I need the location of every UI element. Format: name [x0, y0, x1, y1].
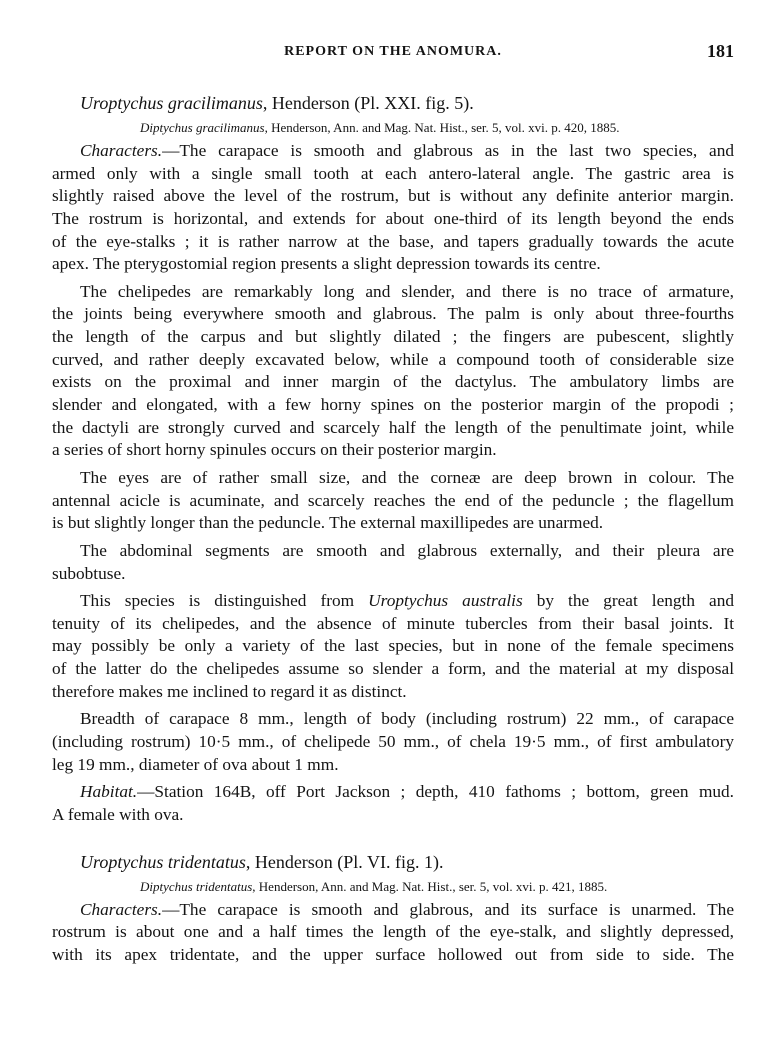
text-line: [52, 921, 734, 944]
text-line: [52, 754, 734, 777]
text-segment: This species is distinguished from: [80, 591, 369, 611]
text-segment: , Henderson (Pl. XXI. fig. 5).: [262, 93, 474, 113]
text-segment: The eyes are of rather small size, and the corneæ are deep brown in colour. The: [80, 467, 734, 487]
text-line: [52, 944, 734, 967]
text-segment: exists on the proximal and inner margin of the dactylus. The ambulatory limbs are: [52, 372, 734, 392]
italic-text: Diptychus gracilimanus: [140, 120, 265, 135]
paragraph: [52, 467, 734, 535]
text-line: [52, 731, 734, 754]
synonym-citation: [52, 875, 734, 899]
italic-text: Uroptychus gracilimanus: [80, 93, 263, 113]
text-line: [52, 394, 734, 417]
text-segment: Breadth of carapace 8 mm., length of body (including rostrum) 22 mm., of carapace: [80, 709, 734, 729]
text-segment: (including rostrum) 10·5 mm., of chelipede 50 mm., of chela 19·5 mm., of first ambulatory: [52, 732, 734, 752]
text-line: [52, 140, 734, 163]
text-line: [52, 90, 734, 116]
italic-text: Habitat.: [80, 782, 138, 802]
text-segment: subobtuse.: [52, 563, 126, 583]
paragraph: [52, 590, 734, 703]
text-line: [52, 253, 734, 276]
text-line: [52, 208, 734, 231]
text-line: [52, 326, 734, 349]
text-segment: by the great length and: [522, 591, 734, 611]
text-segment: the length of the carpus and but slightly dilated ; the fingers are pubescent, slightly: [52, 327, 734, 347]
text-line: [52, 875, 734, 899]
paragraph: [52, 708, 734, 776]
paragraph: [52, 781, 734, 826]
text-line: [52, 590, 734, 613]
text-line: [52, 417, 734, 440]
text-segment: slender and elongated, with a few horny spines on the posterior margin of the propodi ;: [52, 395, 734, 415]
text-line: [52, 540, 734, 563]
page-body: [52, 90, 734, 967]
text-line: [52, 371, 734, 394]
text-line: [52, 467, 734, 490]
text-segment: therefore makes me inclined to regard it as distinct.: [52, 681, 407, 701]
synonym-citation: [52, 116, 734, 140]
species-heading: [52, 849, 734, 875]
text-line: [52, 658, 734, 681]
text-line: [52, 512, 734, 535]
text-line: [52, 708, 734, 731]
italic-text: Characters.: [80, 141, 163, 160]
text-segment: tenuity of its chelipedes, and the absence of minute tubercles from their basal joints. It: [52, 613, 734, 633]
text-line: [52, 899, 734, 922]
page-header: [52, 41, 734, 68]
text-segment: is but slightly longer than the peduncle. The external maxillipedes are unarmed.: [52, 513, 604, 533]
text-segment: —The carapace is smooth and glabrous as in the last two species, and: [162, 141, 734, 160]
text-segment: —The carapace is smooth and glabrous, and its surface is unarmed. The: [162, 899, 734, 919]
italic-text: Characters.: [80, 899, 163, 919]
text-line: [52, 163, 734, 186]
text-line: [52, 781, 734, 804]
paragraph: [52, 281, 734, 462]
text-segment: , Henderson, Ann. and Mag. Nat. Hist., ser. 5, vol. xvi. p. 421, 1885.: [252, 878, 608, 894]
paragraph: [52, 140, 734, 276]
text-segment: The chelipedes are remarkably long and slender, and there is no trace of armature,: [80, 281, 734, 301]
text-segment: of the eye-stalks ; it is rather narrow at the base, and tapers gradually towards the acute: [52, 231, 734, 251]
text-segment: A female with ova.: [52, 804, 184, 824]
text-line: [52, 681, 734, 704]
text-segment: rostrum is about one and a half times the length of the eye-stalk, and slightly depressed,: [52, 922, 734, 942]
text-segment: curved, and rather deeply excavated below, while a compound tooth of considerable size: [52, 349, 734, 369]
text-line: [52, 563, 734, 586]
text-line: [52, 439, 734, 462]
text-segment: —Station 164B, off Port Jackson ; depth, 410 fathoms ; bottom, green mud.: [137, 782, 734, 802]
italic-text: Uroptychus australis: [368, 591, 523, 611]
text-line: [52, 635, 734, 658]
text-line: [52, 231, 734, 254]
text-segment: , Henderson (Pl. VI. fig. 1).: [245, 851, 444, 872]
text-segment: apex. The pterygostomial region presents a slight depression towards its centre.: [52, 254, 601, 274]
text-line: [52, 490, 734, 513]
text-line: [52, 613, 734, 636]
text-segment: armed only with a single small tooth at each antero-lateral angle. The gastric area is: [52, 163, 734, 183]
text-segment: may possibly be only a variety of the last species, but in none of the female specimens: [52, 636, 734, 656]
text-segment: The abdominal segments are smooth and glabrous externally, and their pleura are: [80, 540, 734, 560]
text-line: [52, 849, 734, 875]
text-line: [52, 281, 734, 304]
running-title: REPORT ON THE ANOMURA.: [284, 44, 502, 59]
text-line: [52, 116, 734, 140]
text-line: [52, 185, 734, 208]
species-heading: [52, 90, 734, 116]
text-segment: with its apex tridentate, and the upper surface hollowed out from side to side. The: [52, 944, 734, 964]
text-segment: antennal acicle is acuminate, and scarcely reaches the end of the peduncle ; the flagellum: [52, 490, 734, 510]
text-segment: a series of short horny spinules occurs on their posterior margin.: [52, 440, 497, 460]
page-number: 181: [707, 41, 734, 61]
text-segment: The rostrum is horizontal, and extends for about one-third of its length beyond the ends: [52, 208, 734, 228]
text-line: [52, 349, 734, 372]
italic-text: Diptychus tridentatus: [140, 878, 253, 894]
text-line: [52, 303, 734, 326]
text-segment: slightly raised above the level of the rostrum, but is without any definite anterior margin.: [52, 186, 734, 206]
text-segment: the joints being everywhere smooth and glabrous. The palm is only about three-fourths: [52, 304, 734, 324]
text-segment: of the latter do the chelipedes assume so slender a form, and the material at my disposal: [52, 659, 734, 679]
italic-text: Uroptychus tridentatus: [80, 851, 246, 872]
text-segment: the dactyli are strongly curved and scarcely half the length of the penultimate joint, while: [52, 417, 734, 437]
text-segment: leg 19 mm., diameter of ova about 1 mm.: [52, 754, 339, 774]
text-line: [52, 804, 734, 827]
paragraph: [52, 540, 734, 585]
text-segment: , Henderson, Ann. and Mag. Nat. Hist., ser. 5, vol. xvi. p. 420, 1885.: [264, 120, 620, 135]
paragraph: [52, 899, 734, 967]
